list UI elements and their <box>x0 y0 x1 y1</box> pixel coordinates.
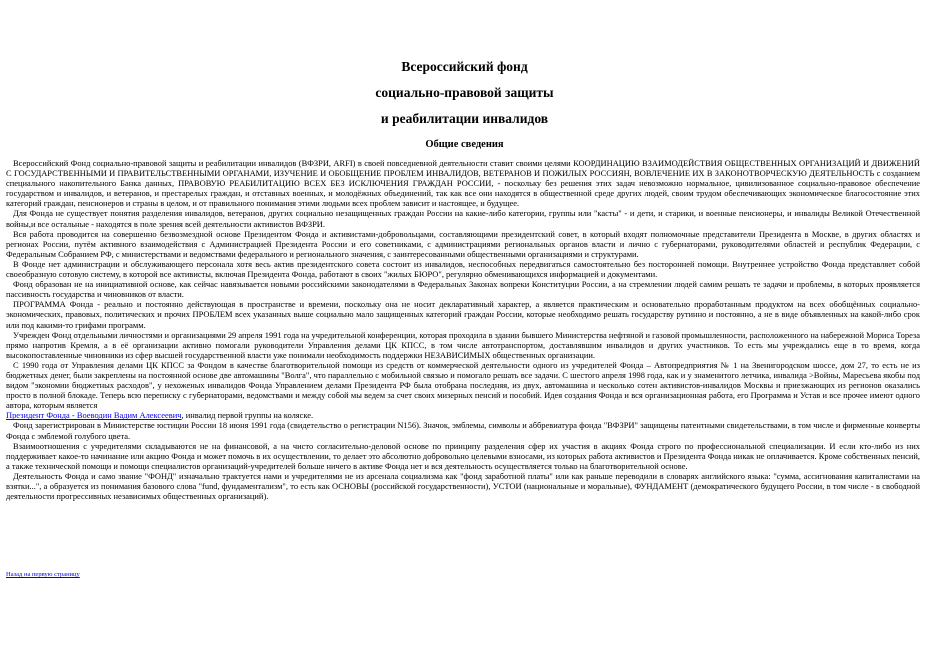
paragraph-founders-relations: Взаимоотношения с учредителями складываются не на финансовой, а на чисто согласительно-деловой основе по принципу разделения сфер их участия в акциях Фонда строго по профессиональной специализации. И если кто-либо из них поддерживает какое-то начинание или акцию Фонда и может помочь в их осуществлении, то делает это абсолютно добровольно целевыми взносами, из которых работа активистов и Президента Фонда никак не оплачивается. Кроме собственных пенсий, а также технической помощи и помощи специалистов организаций-учредителей больше ничего в активе Фонда нет и вся деятельность осуществляется только на благотворительной основе. <box>6 440 920 471</box>
paragraph-structure: В Фонде нет администрации и обслуживающего персонала хотя весь актив президентского совета состоит из инвалидов, неспособных передвигаться самостоятельно без посторонней помощи. Внутреннее устройство Фонда представляет собой своеобразную сотовую систему, в которой все активисты, включая Президента Фонда, работают в своих "жилых БЮРО", регулярно обменивающихся информацией и документами. <box>6 258 920 280</box>
page-title-line-3: и реабилитации инвалидов <box>380 111 549 126</box>
paragraph-no-categories: Для Фонда не существует понятия разделения инвалидов, ветеранов, других социально незащищенных граждан России на какие-либо категории, группы или "касты" - и дети, и старики, и военные пенсионеры, и инвалиды Великой Отечественной войны,и все остальные - находятся в поле зрения всей деятельности активистов ВФЗРИ. <box>6 208 920 229</box>
paragraph-founding: Учрежден Фонд отдельными личностями и организациями 29 апреля 1991 года на учредительной конференции, которая проходила в здании бывшего Министерства нефтяной и газовой промышленности, расположенного на набережной Мориса Тореза прямо напротив Кремля, а в её организации активно помогали руководители Управления делами ЦК КПСС, в том числе автотранспортом, доставлявшим инвалидов и других участников. То есть мы учреждались еще в то время, когда высокопоставленные чиновники из сфер высшей государственной власти уже понимали необходимость поддержки НЕЗАВИСИМЫХ общественных организации. <box>6 329 920 360</box>
paragraph-goals: Всероссийский Фонд социально-правовой защиты и реабилитации инвалидов (ВФЗРИ, ARFI) в своей повседневной деятельности ставит своими целями КООРДИНАЦИЮ ВЗАИМОДЕЙСТВИЯ ОБЩЕСТВЕННЫХ ОРГАНИЗАЦИЙ И ДВИЖЕНИЙ С ГОСУДАРСТВЕННЫМИ И ПРАВИТЕЛЬСТВЕННЫМИ ОРГАНАМИ, ИЗУЧЕНИЕ И ОБОБЩЕНИЕ ПРОБЛЕМ ИНВАЛИДОВ, ВЕТЕРАНОВ И ПОЖИЛЫХ РОССИЯН, ВОВЛЕЧЕНИЕ ИХ В ЗАКОНОТВОРЧЕСКУЮ ДЕЯТЕЛЬНОСТЬ с созданием специального накопительного Банка данных, ПРАВОВУЮ РЕАБИЛИТАЦИЮ ВСЕХ БЕЗ ИСКЛЮЧЕНИЯ ГРАЖДАН РОССИИ, - поскольку без решения этих задач невозможно нормальное, цивилизованное социально-правовое обеспечение государством и инвалидов, и ветеранов, и престарелых граждан, и отставных военных, и молодёжных объединений, так как все они находятся в общественной среде других людей, своим трудом обеспечивающих экономическое благосостояние этих категорий граждан, пенсионеров и страны в целом, и от правильного понимания этими людьми всех проблем зависит и настоящее, и будущее. <box>6 158 920 209</box>
paragraph-fund-meaning: Деятельность Фонда и само звание "ФОНД" изначально трактуется нами и учредителями не из арсенала социализма как "фонд заработной платы" или как раньше переводили в словарях английского языка: "сумма, ассигнования капиталистами на взятки...", а образуется из понимания базового слова "fund, фундаментализм", то есть как ОСНОВЫ (российской государственности), УСТОИ (национальные и моральные), ФУНДАМЕНТ (демократического будущего России, в том числе - в свободной деятельности прогрессивных независимых общественных организаций). <box>6 470 920 502</box>
back-to-first-page-link[interactable]: Назад на первую страницу <box>6 571 80 578</box>
paragraph-history <box>6 360 920 421</box>
paragraph-registration: Фонд зарегистрирован в Министерстве юстиции России 18 июня 1991 года (свидетельство о регистрации N156). Значок, эмблемы, символы и аббревиатура фонда "ВФЗРИ" защищены патентными свидетельствами, в том числе и фирменные конверты Фонда с эмблемой голубого цвета. <box>6 420 920 441</box>
paragraph-program: ПРОГРАММА Фонда - реально и постоянно действующая в пространстве и времени, поскольку она не носит декларативный характер, а является практическим и основательно проработанным продуктом на всех обобщённых социально-экономических, правовых, политических и прочих ПРОБЛЕМ всех указанных выше социально мало защищенных категорий граждан России, которые необходимо решать государству рутинно и постоянно, а не в виде объявленных на какой-либо срок или под какими-то грифами программ. <box>6 299 920 330</box>
president-link-tail: , инвалид первой группы на коляске. <box>181 410 314 421</box>
paragraph-volunteer-work: Вся работа проводится на совершенно безвозмездной основе Президентом Фонда и активистами-добровольцами, составляющими президентский совет, в который входят полномочные представители Президента в Москве, в других областях и регионах России, путём активного взаимодействия с Администрацией Президента России и его советниками, с администрациями региональных органов власти и лично с губернаторами, руководителями областей и республик Федерации, с Федеральным Собранием РФ, с министерствами и ведомствами федерального и регионального значения, с заинтересованными общественными организациями и структурами. <box>6 228 920 259</box>
history-text: С 1990 года от Управления делами ЦК КПСС за Фондом в качестве благотворительной помощи из средств от коммерческой деятельности одного из учредителей Фонда – Автопредприятия № 1 на Звенигородском шоссе, дом 27, то есть не из бюджетных денег, были закреплены на постоянной основе две автомашины "Волга", что параллельно с мобильной связью и помогало решать все задачи. С шестого апреля 1998 года, как и у знаменитого летчика, инвалида >Войны, Маресьева якобы под видом "экономии бюджетных расходов", у нехоженых инвалидов Фонда Управлением делами Президента РФ была отобрана последняя, из двух, автомашина и несколько сотен активистов-инвалидов Москвы и приезжающих из регионов оказались просто в полной блокаде. Теперь всю переписку с губернаторами, ведомствами и между собой мы ведем за счет своих мизерных пенсий и пособий. Идея создания Фонда и вся организационная работа, его Программа и Устав и все прочее имеют одного автора, которым является <box>6 359 920 411</box>
section-subtitle: Общие сведения <box>425 139 504 150</box>
article-body <box>6 158 920 501</box>
page-title-line-2: социально-правовой защиты <box>375 85 554 100</box>
page-title-line-1: Всероссийский фонд <box>401 59 528 74</box>
president-link[interactable]: Президент Фонда - Воеводин Вадим Алексеевич <box>6 410 182 421</box>
paragraph-formation: Фонд образован не на инициативной основе, как сейчас навязывается новыми российскими законодателями в Федеральных Законах вопреки Конституции России, а на стремлении людей самим решать те задачи и проблемы, в которых проявляется пассивность государства и чиновников от власти. <box>6 279 920 300</box>
